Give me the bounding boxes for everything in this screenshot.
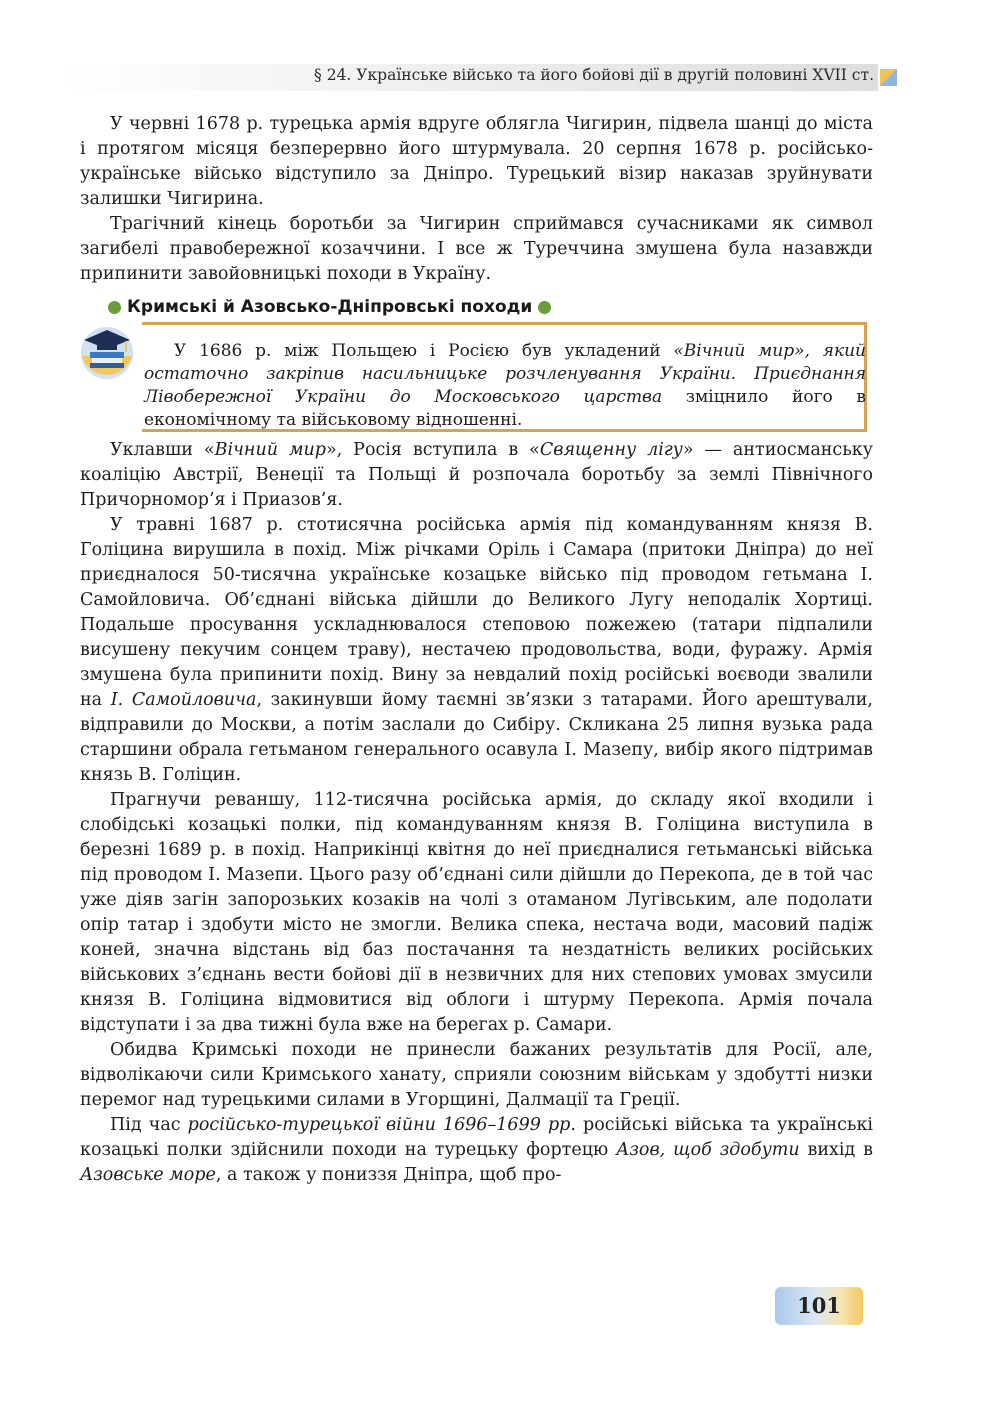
paragraph-results: Обидва Кримські походи не принесли бажаних результатів для Росії, але, відволікаючи сили Кримського ханату, сприяли союзним військам у здобутті низки перемог над турецькими силами в Угорщині, Далмації та Греції. bbox=[80, 1040, 873, 1110]
graduation-cap-books-icon bbox=[78, 322, 136, 380]
paragraph-war: Під час російсько-турецької війни 1696–1699 рр. російські війська та українські козацькі полки здійснили походи на турецьку фортецю Азов, щоб здобути вихід в Азовське море, а також у пониззя Дніпра, щоб про- bbox=[80, 1115, 873, 1185]
corner-triangle-icon bbox=[880, 69, 897, 86]
main-text-block bbox=[80, 438, 873, 1188]
note-text-plain: У 1686 р. між Польщею і Росією був укладений bbox=[174, 341, 674, 361]
bullet-dot-icon bbox=[538, 301, 551, 314]
running-header: § 24. Українське військо та його бойові дії в другій половині XVII ст. bbox=[314, 66, 874, 84]
paragraph-alliance: Уклавши «Вічний мир», Росія вступила в «Священну лігу» — антиосманську коаліцію Австрії, Венеції та Польщі й розпочала боротьбу за землі Північного Причорномор’я і Приазов’я. bbox=[80, 440, 873, 510]
note-text-plain: зміцнило його в економічному та військовому відношенні. bbox=[144, 387, 866, 430]
paragraph-1687: У травні 1687 р. стотисячна російська армія під командуванням князя В. Голіцина вирушила в похід. Між річками Оріль і Самара (притоки Дніпра) до неї приєдналося 50-тисячна українське козацьке військо під проводом гетьмана І. Самойловича. Об’єднані війська дійшли до Великого Лугу неподалік Хортиці. Подальше просування ускладнювалося степовою пожежею (татари підпалили висушену пекучим сонцем траву), нестачею продовольства, води, фуражу. Армія змушена була припинити похід. Вину за невдалий похід російські воєводи звалили на І. Самойловича, закинувши йому таємні зв’язки з татарами. Його арештували, відправили до Москви, а потім заслали до Сибіру. Скликана 25 липня вузька рада старшини обрала гетьманом генерального осавула І. Мазепу, вибір якого підтримав князь В. Голіцин. bbox=[80, 515, 873, 785]
section-heading bbox=[108, 294, 551, 320]
paragraph-siege: У червні 1678 р. турецька армія вдруге облягла Чигирин, підвела шанці до міста і протягом місяця безперервно його штурмувала. 20 серпня 1678 р. російсько-українське військо відступило за Дніпро. Турецький візир наказав зруйнувати залишки Чигирина. bbox=[80, 114, 873, 209]
paragraph-tragic-end: Трагічний кінець боротьби за Чигирин сприймався сучасниками як символ загибелі правобережної козаччини. І все ж Туреччина змушена була назавжди припинити завойовницькі походи в Україну. bbox=[80, 214, 873, 284]
page-number: 101 bbox=[797, 1293, 841, 1318]
bullet-dot-icon bbox=[108, 301, 121, 314]
note-text bbox=[144, 340, 866, 432]
intro-block bbox=[80, 112, 873, 287]
paragraph-1689: Прагнучи реваншу, 112-тисячна російська армія, до складу якої входили і слобідські козацькі полки, під командуванням князя В. Голіцина виступила в березні 1689 р. в похід. Наприкінці квітня до неї приєдналися гетьманські війська під проводом І. Мазепи. Цього разу об’єднані сили дійшли до Перекопа, де в той час уже діяв загін запорозьких козаків на чолі з отаманом Лугівським, але подолати опір татар і здобути місто не змогли. Велика спека, нестача води, масовий падіж коней, значна відстань від баз постачання та нездатність великих російських військових з’єднань вести бойові дії в незвичних для них степових умовах змусили князя В. Голіцина відмовитися від облоги і штурму Перекопа. Армія почала відступати і за два тижні була вже на берегах р. Самари. bbox=[80, 790, 873, 1035]
section-heading-text: Кримські й Азовсько-Дніпровські походи bbox=[127, 297, 533, 317]
page-number-badge bbox=[775, 1287, 863, 1325]
note-text-italic: «Вічний мир», який остаточно закріпив насильницьке розчленування України. Приєднання Лівобережної України до Московського царства bbox=[144, 341, 866, 407]
